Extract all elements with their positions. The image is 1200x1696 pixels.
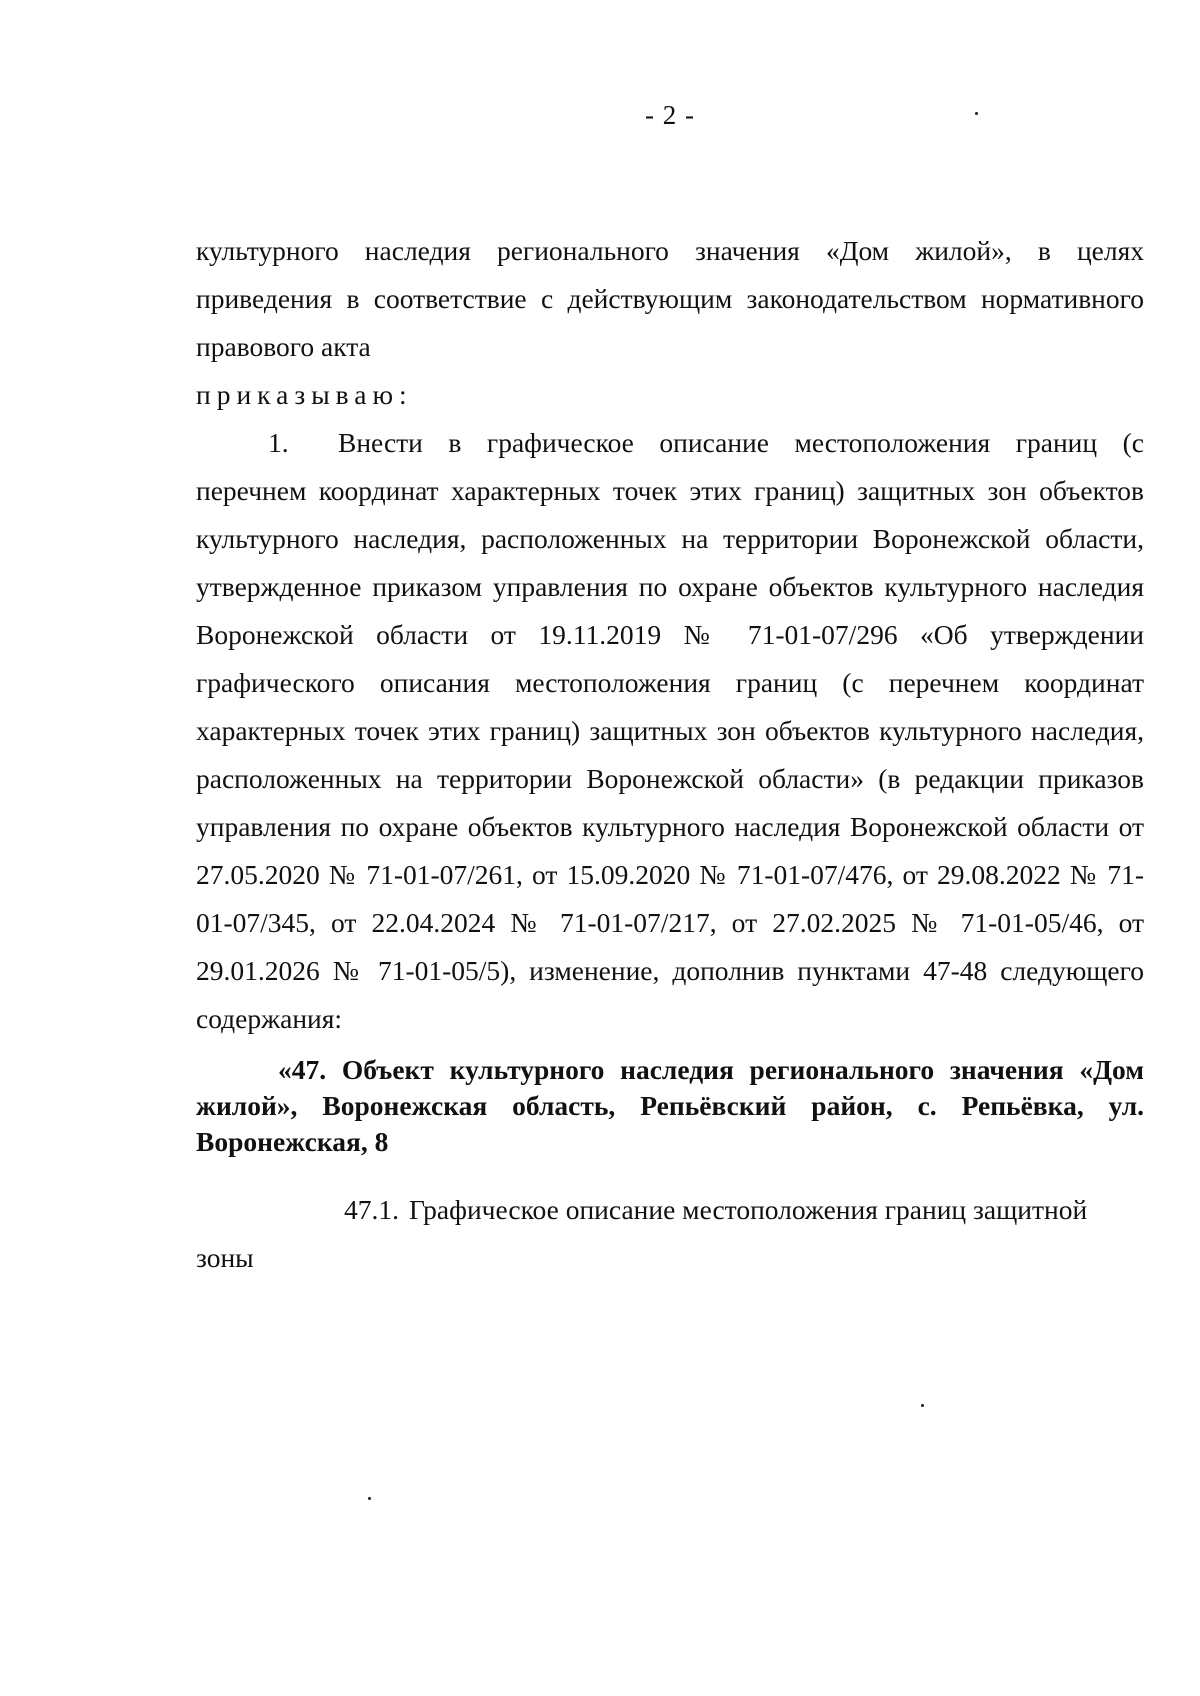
subitem-text: Графическое описание местоположения границ защитной зоны bbox=[196, 1194, 1088, 1273]
subitem-number: 47.1. bbox=[344, 1194, 399, 1225]
scan-speck bbox=[921, 1404, 924, 1407]
intro-paragraph: культурного наследия регионального значения «Дом жилой», в целях приведения в соответствие с действующим законодательством нормативного правового акта bbox=[196, 235, 1144, 362]
item-47-heading: «47. Объект культурного наследия регионального значения «Дом жилой», Воронежская область, Репьёвский район, с. Репьёвка, ул. Воронежская, 8 bbox=[196, 1054, 1144, 1157]
order-word: приказываю: bbox=[196, 379, 413, 410]
item-1-paragraph bbox=[196, 419, 1144, 1043]
item-1-text: Внести в графическое описание местоположения границ (с перечнем координат характерных точек этих границ) защитных зон объектов культурного наследия, расположенных на территории Воронежской области, утвержденное приказом управления по охране объектов культурного наследия Воронежской области от 19.11.2019 № 71-01-07/296 «Об утверждении графического описания местоположения границ (с перечнем координат характерных точек этих границ) защитных зон объектов культурного наследия, расположенных на территории Воронежской области» (в редакции приказов управления по охране объектов культурного наследия Воронежской области от 27.05.2020 № 71-01-07/261, от 15.09.2020 № 71-01-07/476, от 29.08.2022 № 71-01-07/345, от 22.04.2024 № 71-01-07/217, от 27.02.2025 № 71-01-05/46, от 29.01.2026 № 71-01-05/5), изменение, дополнив пунктами 47-48 следующего содержания: bbox=[196, 427, 1144, 1034]
page-number: - 2 - bbox=[645, 100, 695, 130]
scan-speck bbox=[975, 112, 978, 115]
subitem-47-1 bbox=[196, 1186, 1144, 1282]
document-body bbox=[196, 227, 1144, 1282]
item-1-number: 1. bbox=[268, 427, 289, 458]
scan-speck bbox=[368, 1497, 371, 1500]
